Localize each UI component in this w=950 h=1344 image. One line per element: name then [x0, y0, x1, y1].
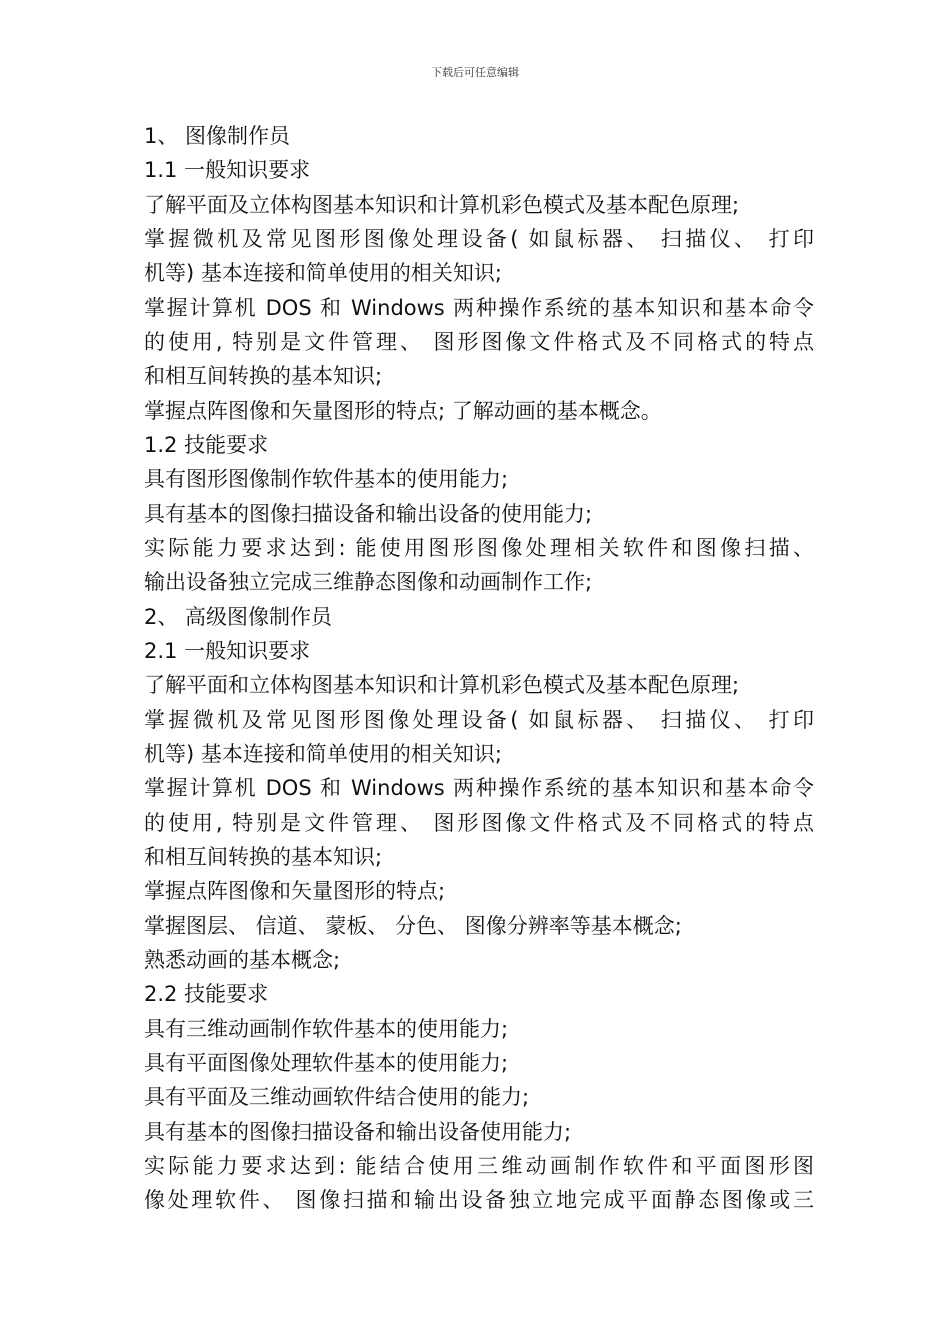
text-line: 像处理软件、 图像扫描和输出设备独立地完成平面静态图像或三 — [144, 1188, 814, 1213]
text-line: 掌握微机及常见图形图像处理设备( 如鼠标器、 扫描仪、 打印 — [144, 226, 814, 251]
text-line: 2、 高级图像制作员 — [144, 604, 333, 629]
text-line: 掌握点阵图像和矢量图形的特点; — [144, 879, 446, 904]
text-line: 掌握计算机 DOS 和 Windows 两种操作系统的基本知识和基本命令 — [144, 295, 814, 320]
text-line: 具有平面图像处理软件基本的使用能力; — [144, 1050, 509, 1075]
text-line: 2.1 一般知识要求 — [144, 638, 311, 663]
text-line: 1.1 一般知识要求 — [144, 158, 311, 183]
text-line: 掌握计算机 DOS 和 Windows 两种操作系统的基本知识和基本命令 — [144, 776, 814, 801]
text-line: 1、 图像制作员 — [144, 124, 291, 148]
text-line: 机等) 基本连接和简单使用的相关知识; — [144, 261, 502, 286]
text-line: 了解平面和立体构图基本知识和计算机彩色模式及基本配色原理; — [144, 673, 740, 698]
text-line: 实际能力要求达到: 能结合使用三维动画制作软件和平面图形图 — [144, 1153, 814, 1178]
text-line: 2.2 技能要求 — [144, 982, 269, 1007]
text-line: 具有三维动画制作软件基本的使用能力; — [144, 1016, 509, 1041]
text-line: 具有图形图像制作软件基本的使用能力; — [144, 467, 509, 492]
text-line: 和相互间转换的基本知识; — [144, 364, 383, 389]
text-line: 的使用, 特别是文件管理、 图形图像文件格式及不同格式的特点 — [144, 810, 814, 835]
text-line: 的使用, 特别是文件管理、 图形图像文件格式及不同格式的特点 — [144, 329, 814, 354]
text-line: 输出设备独立完成三维静态图像和动画制作工作; — [144, 570, 593, 595]
text-line: 实际能力要求达到: 能使用图形图像处理相关软件和图像扫描、 — [144, 535, 814, 560]
text-line: 掌握微机及常见图形图像处理设备( 如鼠标器、 扫描仪、 打印 — [144, 707, 814, 732]
page-header: 下载后可任意编辑 — [431, 66, 519, 79]
text-line: 掌握图层、 信道、 蒙板、 分色、 图像分辨率等基本概念; — [144, 913, 682, 938]
text-line: 和相互间转换的基本知识; — [144, 844, 383, 869]
text-line: 了解平面及立体构图基本知识和计算机彩色模式及基本配色原理; — [144, 192, 740, 217]
text-line: 熟悉动画的基本概念; — [144, 947, 341, 972]
text-line: 具有平面及三维动画软件结合使用的能力; — [144, 1085, 530, 1110]
text-line: 掌握点阵图像和矢量图形的特点; 了解动画的基本概念。 — [144, 398, 662, 423]
document-body — [144, 119, 814, 1218]
text-line: 1.2 技能要求 — [144, 432, 269, 457]
text-line: 具有基本的图像扫描设备和输出设备的使用能力; — [144, 501, 593, 526]
text-line: 具有基本的图像扫描设备和输出设备使用能力; — [144, 1119, 572, 1144]
text-line: 机等) 基本连接和简单使用的相关知识; — [144, 741, 502, 766]
